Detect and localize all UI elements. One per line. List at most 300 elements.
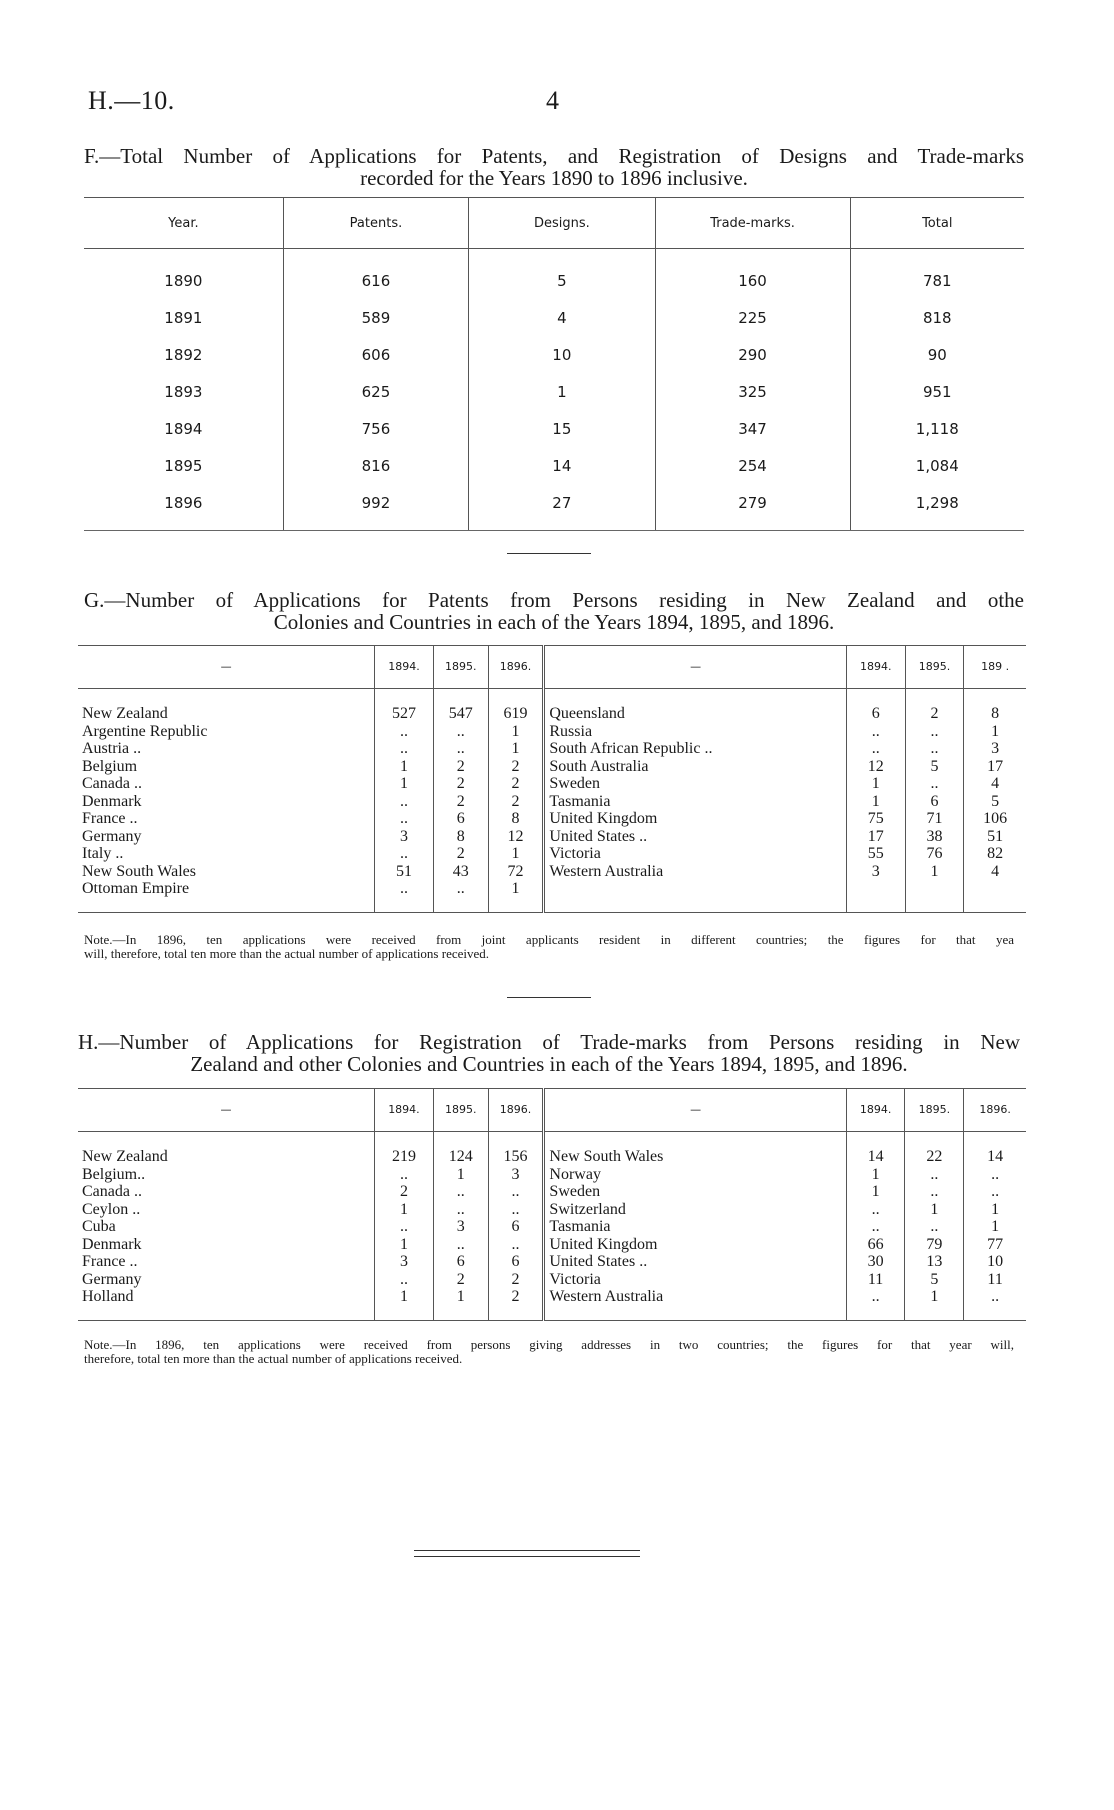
country-name-right: United Kingdom (544, 1236, 846, 1254)
value-1896-right: 17 (964, 758, 1026, 776)
country-name-right: New South Wales (544, 1148, 846, 1166)
spacer-cell (846, 689, 905, 706)
table-row (84, 249, 1024, 300)
value-1896-right: 51 (964, 828, 1026, 846)
col-country-left: — (78, 646, 375, 689)
value-1895-right: 76 (905, 845, 964, 863)
total-cell: 1,084 (850, 447, 1024, 484)
value-1896-left: 6 (488, 1253, 544, 1271)
value-1894-right: 6 (846, 705, 905, 723)
country-name-left: New Zealand (82, 1148, 168, 1165)
country-name-left: France .. (82, 810, 138, 827)
section-h-title (78, 1031, 1020, 1075)
designs-cell: 5 (469, 249, 655, 300)
value-1895-left: 1 (433, 1288, 488, 1306)
table-row (84, 336, 1024, 373)
trade-marks-cell: 290 (655, 336, 850, 373)
value-1895-left: .. (433, 880, 488, 898)
country-name-right: Western Australia (544, 863, 847, 881)
value-1894-left: .. (375, 793, 434, 811)
table-row (78, 775, 1026, 793)
section-h-title-line2: Zealand and other Colonies and Countries in each of the Years 1894, 1895, and 1896. (190, 1052, 908, 1076)
country-name-left: Austria .. (82, 740, 142, 757)
trade-marks-cell: 160 (655, 249, 850, 300)
value-1896-right: 106 (964, 810, 1026, 828)
value-1894-left: 1 (375, 758, 434, 776)
value-1895-right: .. (905, 740, 964, 758)
value-1894-right: 12 (846, 758, 905, 776)
table-row (78, 723, 1026, 741)
section-h-title-line1: H.—Number of Applications for Registration of Trade-marks from Persons residing in New (78, 1030, 1020, 1054)
value-1896-right: 5 (964, 793, 1026, 811)
total-cell: 1,118 (850, 410, 1024, 447)
spacer-cell (544, 689, 847, 706)
total-cell: 951 (850, 373, 1024, 410)
total-cell: 90 (850, 336, 1024, 373)
value-1896-left: 2 (488, 793, 544, 811)
country-name-right: Tasmania (544, 1218, 846, 1236)
value-1896-right: 1 (964, 1218, 1026, 1236)
col-trade-marks: Trade-marks. (655, 198, 850, 249)
end-rule-top (414, 1550, 640, 1551)
designs-cell: 27 (469, 484, 655, 531)
value-1895-left: 43 (433, 863, 488, 881)
value-1895-left: 3 (433, 1218, 488, 1236)
value-1895-left: 2 (433, 845, 488, 863)
spacer-cell (905, 1132, 964, 1149)
value-1896-right: 14 (964, 1148, 1026, 1166)
end-cell (905, 1306, 964, 1321)
value-1894-left: .. (375, 810, 434, 828)
value-1894-left: .. (375, 723, 434, 741)
table-row (78, 880, 1026, 898)
value-1894-right: .. (846, 1201, 905, 1219)
value-1896-right: 8 (964, 705, 1026, 723)
section-h-note-line2: therefore, total ten more than the actual number of applications received. (84, 1351, 463, 1366)
value-1896-left: .. (488, 1183, 544, 1201)
value-1895-left: 2 (433, 793, 488, 811)
trade-marks-cell: 254 (655, 447, 850, 484)
value-1895-left: 8 (433, 828, 488, 846)
patents-cell: 625 (283, 373, 468, 410)
col-1894-left: 1894. (375, 1089, 434, 1132)
end-cell (78, 1306, 375, 1321)
end-cell (846, 1306, 905, 1321)
value-1896-right: .. (964, 1288, 1026, 1306)
patents-cell: 756 (283, 410, 468, 447)
table-f-totals (84, 197, 1024, 531)
value-1894-left: .. (375, 880, 434, 898)
value-1896-right: 1 (964, 723, 1026, 741)
value-1896-left: 2 (488, 1271, 544, 1289)
end-cell (964, 898, 1026, 913)
value-1896-right: 4 (964, 863, 1026, 881)
year-cell: 1893 (164, 382, 203, 401)
value-1894-right: 14 (846, 1148, 905, 1166)
value-1894-left: .. (375, 845, 434, 863)
value-1895-left: 124 (433, 1148, 488, 1166)
table-row (84, 373, 1024, 410)
designs-cell: 1 (469, 373, 655, 410)
value-1894-left: .. (375, 740, 434, 758)
value-1896-left: 2 (488, 1288, 544, 1306)
value-1895-left: .. (433, 740, 488, 758)
value-1894-left: 219 (375, 1148, 434, 1166)
country-name-right (544, 880, 847, 898)
col-1894-right: 1894. (846, 646, 905, 689)
value-1894-right: 1 (846, 1166, 905, 1184)
value-1896-left: 1 (488, 740, 544, 758)
col-1896-right: 1896. (964, 1089, 1026, 1132)
value-1896-left: 1 (488, 880, 544, 898)
table-g-patents-by-country (78, 645, 1026, 913)
value-1896-left: 619 (488, 705, 544, 723)
patents-cell: 616 (283, 249, 468, 300)
section-g-note (84, 933, 1014, 961)
end-cell (375, 1306, 434, 1321)
year-cell: 1896 (84, 484, 283, 531)
col-patents: Patents. (283, 198, 468, 249)
value-1896-left: .. (488, 1201, 544, 1219)
country-name-left: Italy .. (82, 845, 124, 862)
country-name-left: Germany (82, 1270, 142, 1288)
country-name-right: Western Australia (544, 1288, 846, 1306)
value-1894-left: .. (375, 1166, 434, 1184)
designs-cell: 4 (469, 299, 655, 336)
patents-cell: 606 (283, 336, 468, 373)
table-row (78, 740, 1026, 758)
value-1894-left: 1 (375, 1288, 434, 1306)
value-1895-left: 2 (433, 1271, 488, 1289)
value-1896-right: 4 (964, 775, 1026, 793)
end-rule-bottom (414, 1556, 640, 1557)
value-1894-left: 527 (375, 705, 434, 723)
col-1895-left: 1895. (433, 646, 488, 689)
country-name-left: Cuba (82, 1218, 116, 1235)
table-row (78, 1236, 1026, 1254)
country-name-right: United States .. (544, 828, 847, 846)
value-1895-left: .. (433, 723, 488, 741)
value-1895-right: 22 (905, 1148, 964, 1166)
table-row (78, 1183, 1026, 1201)
section-divider (507, 553, 591, 554)
country-name-left: Denmark (82, 792, 142, 810)
section-g-title-line2: Colonies and Countries in each of the Years 1894, 1895, and 1896. (273, 610, 835, 634)
table-row (84, 410, 1024, 447)
value-1896-right: .. (964, 1183, 1026, 1201)
end-cell (375, 898, 434, 913)
value-1894-left: .. (375, 1218, 434, 1236)
value-1895-right: .. (905, 1218, 964, 1236)
table-g-header (78, 646, 1026, 689)
value-1896-right: 82 (964, 845, 1026, 863)
table-row (78, 1148, 1026, 1166)
value-1896-left: 8 (488, 810, 544, 828)
end-row (78, 1306, 1026, 1321)
country-name-right: Queensland (544, 705, 847, 723)
value-1894-right: 1 (846, 793, 905, 811)
designs-cell: 10 (469, 336, 655, 373)
value-1894-right: .. (846, 1288, 905, 1306)
spacer-cell (375, 689, 434, 706)
country-name-right: Norway (544, 1166, 846, 1184)
value-1896-left: .. (488, 1236, 544, 1254)
total-cell: 1,298 (850, 484, 1024, 531)
section-g-note-line2: will, therefore, total ten more than the actual number of applications received. (84, 946, 490, 961)
spacer-cell (488, 689, 544, 706)
end-cell (544, 1306, 846, 1321)
spacer-cell (78, 1132, 375, 1149)
country-name-right: Switzerland (544, 1201, 846, 1219)
table-row (84, 447, 1024, 484)
value-1894-left: .. (375, 1271, 434, 1289)
value-1895-right: 5 (905, 1271, 964, 1289)
end-cell (433, 898, 488, 913)
value-1895-right: 1 (905, 863, 964, 881)
table-row (78, 1218, 1026, 1236)
value-1895-right: 71 (905, 810, 964, 828)
value-1896-left: 12 (488, 828, 544, 846)
value-1894-left: 2 (375, 1183, 434, 1201)
country-name-right: Tasmania (544, 793, 847, 811)
section-f-title-line2: recorded for the Years 1890 to 1896 inclusive. (360, 166, 748, 190)
spacer-cell (846, 1132, 905, 1149)
section-f-title-line1: F.—Total Number of Applications for Patents, and Registration of Designs and Trade-marks (84, 144, 1024, 168)
value-1895-left: 1 (433, 1166, 488, 1184)
table-row (78, 1253, 1026, 1271)
value-1894-right: 11 (846, 1271, 905, 1289)
section-g-note-line1: Note.—In 1896, ten applications were received from joint applicants resident in different countries; the figures for that yea (84, 932, 1014, 947)
value-1895-right: .. (905, 1183, 964, 1201)
value-1896-right: 77 (964, 1236, 1026, 1254)
value-1895-left: .. (433, 1183, 488, 1201)
value-1896-left: 1 (488, 723, 544, 741)
end-cell (964, 1306, 1026, 1321)
table-row (78, 793, 1026, 811)
total-cell: 818 (850, 299, 1024, 336)
country-name-right: United Kingdom (544, 810, 847, 828)
table-row (78, 1288, 1026, 1306)
value-1895-right: .. (905, 1166, 964, 1184)
col-1896-left: 1896. (488, 1089, 544, 1132)
spacer-cell (488, 1132, 544, 1149)
col-1894-right: 1894. (846, 1089, 905, 1132)
value-1896-right (964, 880, 1026, 898)
end-cell (488, 1306, 544, 1321)
table-row (78, 863, 1026, 881)
table-row (84, 484, 1024, 531)
country-name-right: Sweden (544, 1183, 846, 1201)
value-1895-left: 6 (433, 810, 488, 828)
end-cell (78, 898, 375, 913)
trade-marks-cell: 347 (655, 410, 850, 447)
table-row (78, 1201, 1026, 1219)
table-h-trademarks-by-country (78, 1088, 1026, 1321)
value-1894-right (846, 880, 905, 898)
trade-marks-cell: 279 (655, 484, 850, 531)
value-1894-left: 3 (375, 1253, 434, 1271)
section-g-title-line1: G.—Number of Applications for Patents from Persons residing in New Zealand and othe (84, 588, 1024, 612)
end-cell (846, 898, 905, 913)
value-1895-right: 2 (905, 705, 964, 723)
table-row (78, 1166, 1026, 1184)
col-designs: Designs. (469, 198, 655, 249)
country-name-left: Holland (82, 1288, 134, 1305)
value-1894-right: 1 (846, 1183, 905, 1201)
value-1894-right: .. (846, 723, 905, 741)
value-1895-right: .. (905, 723, 964, 741)
value-1896-left: 3 (488, 1166, 544, 1184)
trade-marks-cell: 325 (655, 373, 850, 410)
value-1894-left: 1 (375, 1236, 434, 1254)
value-1894-right: 17 (846, 828, 905, 846)
patents-cell: 589 (283, 299, 468, 336)
value-1894-right: .. (846, 740, 905, 758)
col-total: Total (850, 198, 1024, 249)
document-code: H.—10. (88, 86, 175, 115)
section-g-title (84, 589, 1024, 633)
country-name-right: Russia (544, 723, 847, 741)
value-1895-left: .. (433, 1201, 488, 1219)
country-name-right: Victoria (544, 845, 847, 863)
spacer-cell (433, 1132, 488, 1149)
end-cell (433, 1306, 488, 1321)
value-1895-right: 6 (905, 793, 964, 811)
col-country-right: — (544, 1089, 846, 1132)
value-1896-right: .. (964, 1166, 1026, 1184)
value-1896-right: 3 (964, 740, 1026, 758)
value-1895-right: 13 (905, 1253, 964, 1271)
value-1896-left: 6 (488, 1218, 544, 1236)
section-h-note (84, 1338, 1014, 1366)
country-name-right: South African Republic .. (544, 740, 847, 758)
col-1896-right: 189 . (964, 646, 1026, 689)
value-1894-right: 75 (846, 810, 905, 828)
value-1896-right: 10 (964, 1253, 1026, 1271)
value-1894-right: 30 (846, 1253, 905, 1271)
table-f-header (84, 198, 1024, 249)
col-year: Year. (84, 198, 283, 249)
country-name-right: South Australia (544, 758, 847, 776)
country-name-left: Ceylon .. (82, 1200, 141, 1218)
value-1896-left: 2 (488, 775, 544, 793)
col-1896-left: 1896. (488, 646, 544, 689)
value-1895-left: 2 (433, 758, 488, 776)
country-name-right: Sweden (544, 775, 847, 793)
value-1894-right: 66 (846, 1236, 905, 1254)
section-divider (507, 997, 591, 998)
country-name-right: United States .. (544, 1253, 846, 1271)
spacer-cell (905, 689, 964, 706)
value-1896-left: 156 (488, 1148, 544, 1166)
value-1895-left: 547 (433, 705, 488, 723)
designs-cell: 15 (469, 410, 655, 447)
value-1896-right: 1 (964, 1201, 1026, 1219)
end-cell (488, 898, 544, 913)
total-cell: 781 (850, 249, 1024, 300)
value-1894-right: 3 (846, 863, 905, 881)
spacer-cell (433, 689, 488, 706)
value-1895-left: .. (433, 1236, 488, 1254)
country-name-left: Ottoman Empire (82, 880, 190, 897)
country-name-left: New Zealand (82, 705, 168, 722)
col-country-right: — (544, 646, 847, 689)
designs-cell: 14 (469, 447, 655, 484)
col-1894-left: 1894. (375, 646, 434, 689)
spacer-cell (964, 689, 1026, 706)
page-number: 4 (546, 86, 559, 115)
value-1895-right: 1 (905, 1288, 964, 1306)
spacer-cell (964, 1132, 1026, 1149)
value-1895-left: 2 (433, 775, 488, 793)
value-1895-right: 5 (905, 758, 964, 776)
spacer-cell (544, 1132, 846, 1149)
table-h-header (78, 1089, 1026, 1132)
value-1894-left: 1 (375, 775, 434, 793)
table-row (78, 758, 1026, 776)
country-name-left: Belgium (82, 757, 138, 775)
value-1896-right: 11 (964, 1271, 1026, 1289)
value-1895-right: .. (905, 775, 964, 793)
value-1894-left: 51 (375, 863, 434, 881)
year-cell: 1892 (164, 345, 203, 364)
value-1894-left: 1 (375, 1201, 434, 1219)
year-cell: 1891 (164, 308, 203, 327)
table-row (84, 299, 1024, 336)
table-row (78, 828, 1026, 846)
value-1895-left: 6 (433, 1253, 488, 1271)
country-name-left: Germany (82, 827, 142, 845)
value-1894-right: .. (846, 1218, 905, 1236)
country-name-left: Denmark (82, 1235, 142, 1253)
col-country-left: — (78, 1089, 375, 1132)
country-name-left: Canada .. (82, 775, 142, 792)
spacer-row (78, 1132, 1026, 1149)
value-1895-right: 1 (905, 1201, 964, 1219)
patents-cell: 992 (283, 484, 468, 531)
col-1895-right: 1895. (905, 1089, 964, 1132)
section-f-title (84, 145, 1024, 189)
value-1895-right: 79 (905, 1236, 964, 1254)
value-1895-right: 38 (905, 828, 964, 846)
year-cell: 1890 (164, 271, 203, 290)
table-row (78, 810, 1026, 828)
value-1894-right: 1 (846, 775, 905, 793)
country-name-left: Canada .. (82, 1183, 142, 1200)
value-1894-left: 3 (375, 828, 434, 846)
spacer-row (78, 689, 1026, 706)
country-name-left: Argentine Republic (82, 722, 208, 740)
spacer-cell (375, 1132, 434, 1149)
table-row (78, 1271, 1026, 1289)
table-row (78, 845, 1026, 863)
col-1895-left: 1895. (433, 1089, 488, 1132)
year-cell: 1895 (164, 456, 203, 475)
value-1896-left: 2 (488, 758, 544, 776)
section-h-note-line1: Note.—In 1896, ten applications were received from persons giving addresses in two countries; the figures for that year will, (84, 1337, 1014, 1352)
trade-marks-cell: 225 (655, 299, 850, 336)
value-1894-right: 55 (846, 845, 905, 863)
end-cell (905, 898, 964, 913)
col-1895-right: 1895. (905, 646, 964, 689)
value-1895-right (905, 880, 964, 898)
end-row (78, 898, 1026, 913)
table-row (78, 705, 1026, 723)
end-cell (544, 898, 847, 913)
year-cell: 1894 (164, 419, 203, 438)
country-name-left: France .. (82, 1253, 138, 1270)
value-1896-left: 1 (488, 845, 544, 863)
